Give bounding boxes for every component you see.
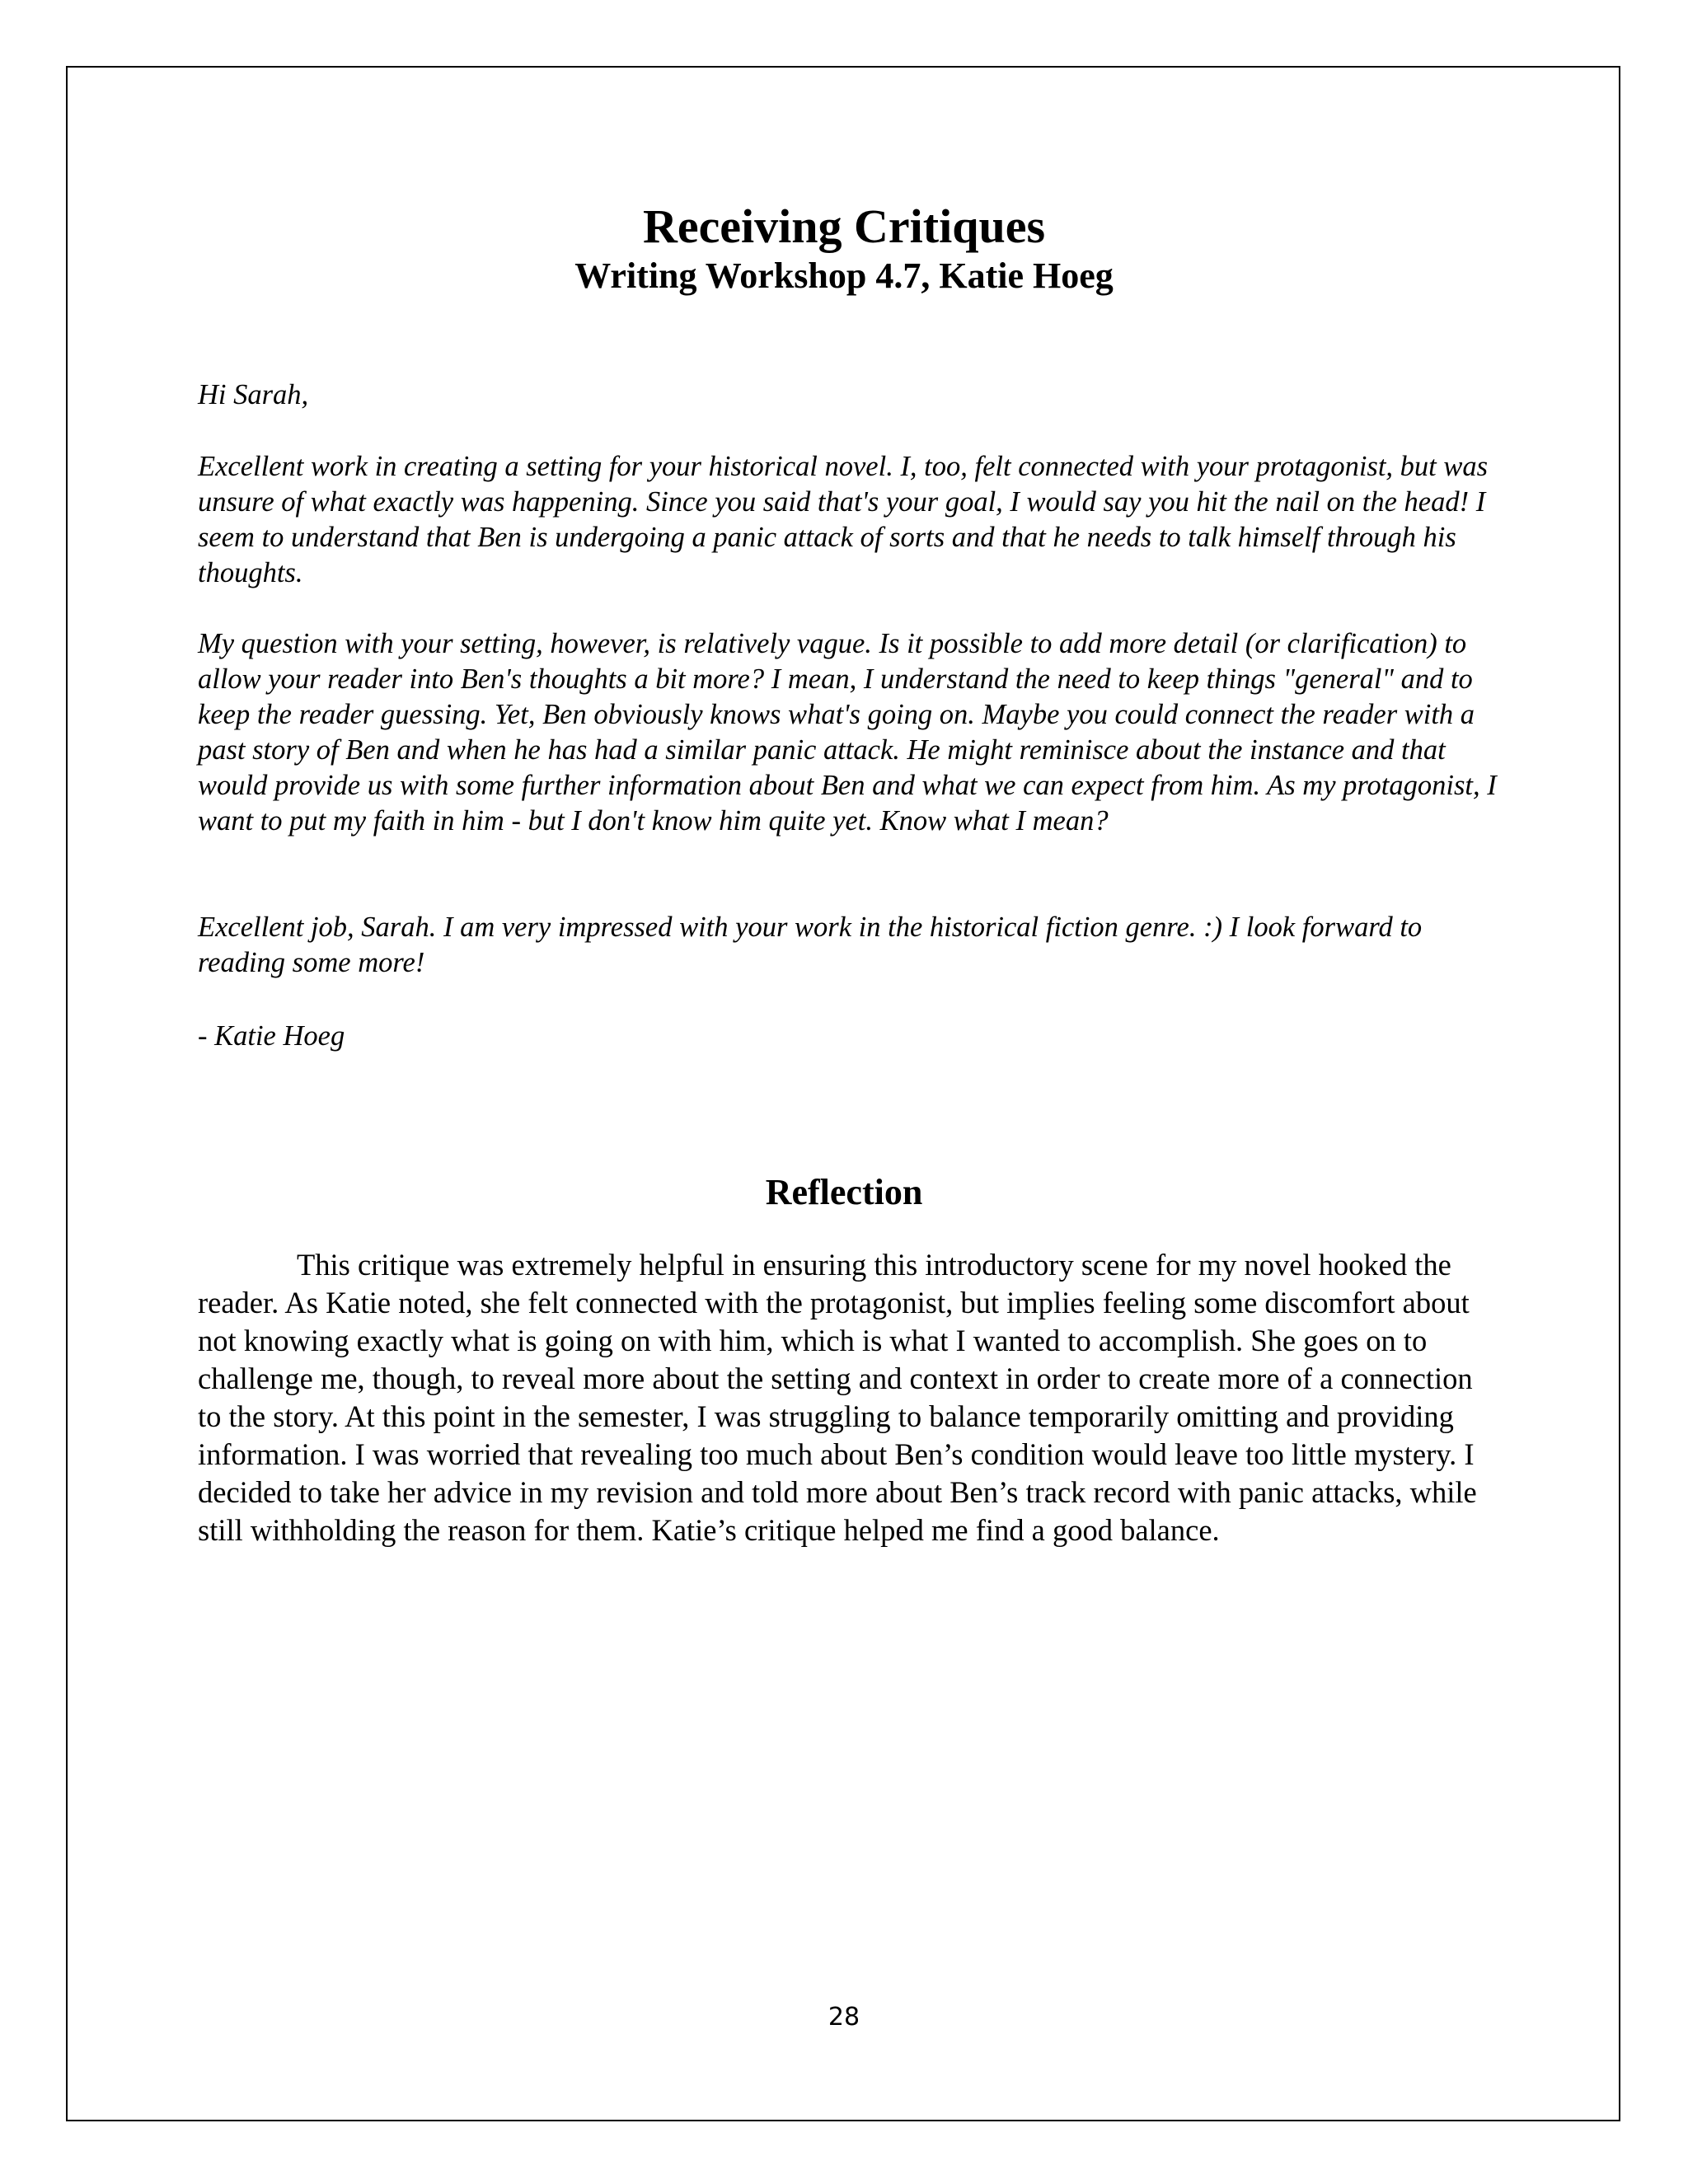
reflection-body: This critique was extremely helpful in ensuring this introductory scene for my novel hooked the reader. As Katie noted, she felt connected with the protagonist, but implies feeling some discomfort about not knowing exactly what is going on with him, which is what I wanted to accomplish. She goes on to challenge me, though, to reveal more about the setting and context in order to create more of a connection to the story. At this point in the semester, I was struggling to balance temporarily omitting and providing information. I was worried that revealing too much about Ben’s condition would leave too little mystery. I decided to take her advice in my revision and told more about Ben’s track record with panic attacks, while still withholding the reason for them. Katie’s critique helped me find a good balance.	[198, 1248, 1477, 1547]
reflection-heading: Reflection	[765, 1172, 923, 1212]
letter-paragraph	[198, 910, 1500, 981]
letter-paragraph	[198, 449, 1500, 591]
letter-paragraph-text: Excellent work in creating a setting for your historical novel. I, too, felt connected with your protagonist, but was unsure of what exactly was happening. Since you said that's your goal, I would say you hit the nail on the head! I seem to understand that Ben is undergoing a panic attack of sorts and that he needs to talk himself through his thoughts.	[198, 451, 1489, 588]
letter-paragraph	[198, 626, 1500, 839]
page-border	[66, 66, 1620, 2121]
page-subtitle: Writing Workshop 4.7, Katie Hoeg	[574, 255, 1114, 296]
letter-paragraph-text: Excellent job, Sarah. I am very impressed with your work in the historical fiction genre. :) I look forward to reading some more!	[198, 912, 1423, 978]
page-number: 28	[828, 2003, 860, 2032]
page-title: Receiving Critiques	[642, 199, 1046, 253]
letter-signoff: - Katie Hoeg	[198, 1020, 345, 1052]
letter-greeting: Hi Sarah,	[198, 379, 309, 410]
letter-paragraph-text: My question with your setting, however, is relatively vague. Is it possible to add more detail (or clarification) to allow your reader into Ben's thoughts a bit more? I mean, I understand the need to keep things "general" and to keep the reader guessing. Yet, Ben obviously knows what's going on. Maybe you could connect the reader with a past story of Ben and when he has had a similar panic attack. He might reminisce about the instance and that would provide us with some further information about Ben and what we can expect from him. As my protagonist, I want to put my faith in him - but I don't know him quite yet. Know what I mean?	[198, 628, 1497, 837]
